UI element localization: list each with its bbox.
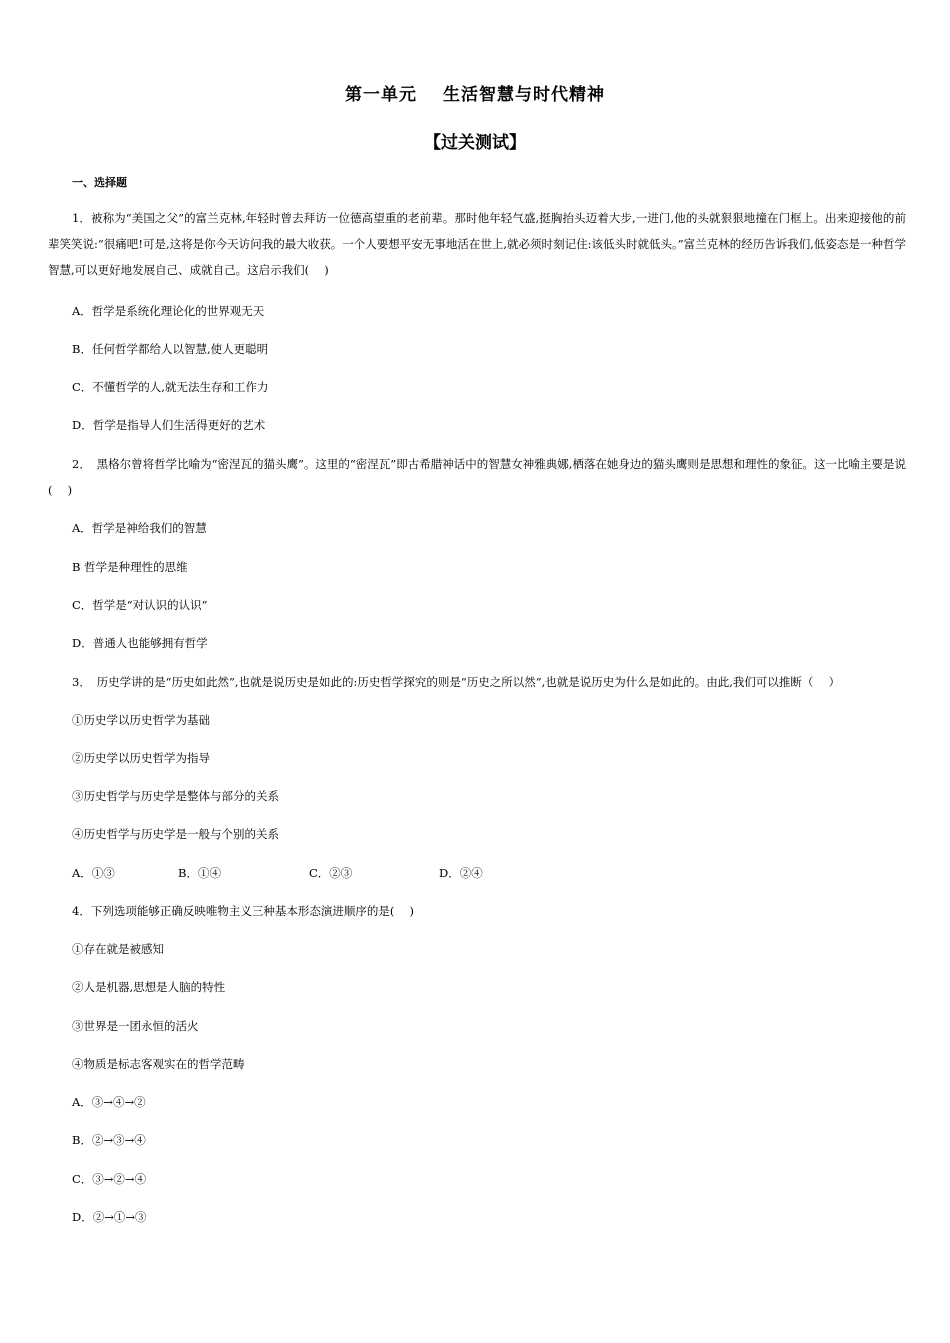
- question-4-stem: 4．下列选项能够正确反映唯物主义三种基本形态演进顺序的是( ): [72, 904, 414, 918]
- question-4-item-3: ③世界是一团永恒的活火: [72, 1019, 199, 1033]
- question-3-item-2: ②历史学以历史哲学为指导: [72, 751, 210, 765]
- question-4-option-d: D．②→①→③: [72, 1210, 147, 1224]
- page-title: [0, 80, 950, 105]
- question-4-item-2: ②人是机器,思想是人脑的特性: [72, 980, 226, 994]
- question-2-option-d: D．普通人也能够拥有哲学: [72, 636, 208, 650]
- question-4-item-4: ④物质是标志客观实在的哲学范畴: [72, 1057, 245, 1071]
- question-4-option-c: C．③→②→④: [72, 1172, 147, 1186]
- question-1-stem: 1．被称为“美国之父”的富兰克林,年轻时曾去拜访一位德高望重的老前辈。那时他年轻气盛,挺胸抬头迈着大步,一进门,他的头就狠狠地撞在门框上。出来迎接他的前辈笑笑说:“很痛吧!可是,这将是你今天访问我的最大收获。一个人要想平安无事地活在世上,就必须时刻记住:该低头时就低头。”富兰克林的经历告诉我们,低姿态是一种哲学智慧,可以更好地发展自己、成就自己。这启示我们( ): [48, 211, 906, 277]
- question-3-item-3: ③历史哲学与历史学是整体与部分的关系: [72, 789, 279, 803]
- unit-number: 第一单元: [345, 85, 417, 105]
- unit-title: 生活智慧与时代精神: [443, 85, 605, 105]
- question-3-option-b: B．①④: [178, 866, 221, 880]
- question-4-item-1: ①存在就是被感知: [72, 942, 164, 956]
- question-3-item-1: ①历史学以历史哲学为基础: [72, 713, 210, 727]
- question-1-option-c: C．不懂哲学的人,就无法生存和工作力: [72, 380, 269, 394]
- question-4-option-b: B．②→③→④: [72, 1133, 146, 1147]
- question-3-item-4: ④历史哲学与历史学是一般与个别的关系: [72, 827, 279, 841]
- question-3-option-c: C．②③: [309, 866, 353, 880]
- question-2-option-a: A．哲学是神给我们的智慧: [72, 521, 207, 535]
- test-title: 【过关测试】: [424, 133, 526, 153]
- question-1-option-d: D．哲学是指导人们生活得更好的艺术: [72, 418, 266, 432]
- question-3-stem: 3． 历史学讲的是“历史如此然”,也就是说历史是如此的:历史哲学探究的则是“历史之所以然”,也就是说历史为什么是如此的。由此,我们可以推断（ ）: [72, 675, 841, 689]
- question-1-option-a: A．哲学是系统化理论化的世界观无天: [72, 304, 265, 318]
- question-4-option-a: A．③→④→②: [72, 1095, 146, 1109]
- question-3-option-a: A．①③: [72, 866, 115, 880]
- question-3-option-d: D．②④: [439, 866, 483, 880]
- question-2-option-c: C．哲学是“对认识的认识”: [72, 598, 208, 612]
- question-3-options: [72, 865, 772, 881]
- question-1-option-b: B．任何哲学都给人以智慧,使人更聪明: [72, 342, 269, 356]
- question-2-option-b: B 哲学是种理性的思维: [72, 560, 188, 574]
- question-2-stem: 2． 黑格尔曾将哲学比喻为“密涅瓦的猫头鹰”。这里的“密涅瓦”即古希腊神话中的智慧女神雅典娜,栖落在她身边的猫头鹰则是思想和理性的象征。这一比喻主要是说( ): [48, 457, 906, 497]
- section-heading: 一、选择题: [72, 176, 127, 189]
